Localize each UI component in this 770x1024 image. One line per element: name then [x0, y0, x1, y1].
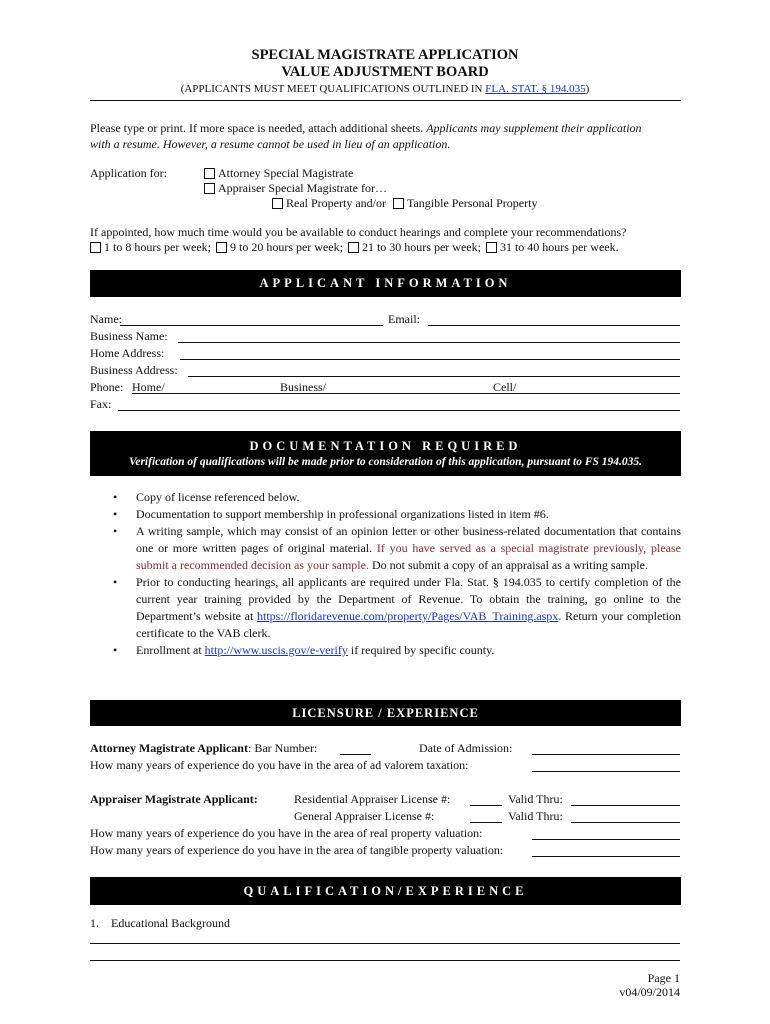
hours-1-8-checkbox[interactable]	[90, 242, 101, 253]
attorney-applicant-row: Attorney Magistrate Applicant: Bar Number:	[90, 741, 318, 755]
list-item: • Documentation to support membership in professional organizations listed in item #6.	[113, 506, 681, 523]
phone-home-label: Home/	[132, 380, 165, 394]
form-title: SPECIAL MAGISTRATE APPLICATION	[251, 47, 519, 63]
documentation-subheading: Verification of qualifications will be made prior to consideration of this application, pursuant to FS 194.035.	[128, 456, 643, 468]
phone-cell-label: Cell/	[493, 380, 517, 394]
list-item: • Prior to conducting hearings, all applicants are required under Fla. Stat. § 194.035 to certify completion of the current year training provided by the Department of Revenue. To obtain the training, go online to the Department’s website at https://floridarevenue.com/property/Pages/VAB_Training.aspx. Return your completion certificate to the VAB clerk.	[113, 574, 681, 642]
years-real-field[interactable]	[532, 839, 680, 840]
years-tangible-label: How many years of experience do you have in the area of tangible property valuation:	[90, 843, 504, 857]
appraiser-checkbox[interactable]	[204, 183, 215, 194]
home-address-field[interactable]	[180, 359, 680, 360]
applicant-info-header: APPLICANT INFORMATION	[90, 270, 681, 297]
residential-valid-label: Valid Thru:	[508, 792, 563, 806]
education-line-1[interactable]	[90, 943, 680, 944]
intro-line-1: Please type or print. If more space is needed, attach additional sheets. Applicants may supplement their application	[90, 121, 642, 135]
years-tangible-field[interactable]	[532, 856, 680, 857]
header-divider	[90, 100, 681, 101]
application-for-label: Application for:	[90, 166, 167, 180]
phone-field[interactable]	[132, 393, 680, 394]
business-name-label: Business Name:	[90, 329, 168, 343]
attorney-checkbox[interactable]	[204, 168, 215, 179]
form-subtitle: VALUE ADJUSTMENT BOARD	[281, 64, 489, 80]
intro-line-2: with a resume. However, a resume cannot be used in lieu of an application.	[90, 137, 451, 151]
qualification-header: QUALIFICATION/EXPERIENCE	[90, 877, 681, 905]
email-field[interactable]	[428, 325, 680, 326]
licensure-header: LICENSURE / EXPERIENCE	[90, 700, 681, 726]
appraiser-applicant-label: Appraiser Magistrate Applicant:	[90, 792, 258, 806]
residential-valid-field[interactable]	[571, 805, 680, 806]
hours-options: 1 to 8 hours per week; 9 to 20 hours per week; 21 to 30 hours per week; 31 to 40 hours per week.	[90, 240, 619, 255]
date-admission-label: Date of Admission:	[419, 741, 513, 755]
years-real-label: How many years of experience do you have in the area of real property valuation:	[90, 826, 483, 840]
form-version: v04/09/2014	[619, 985, 680, 999]
residential-license-label: Residential Appraiser License #:	[294, 792, 451, 806]
real-property-checkbox[interactable]	[272, 198, 283, 209]
education-line-2[interactable]	[90, 960, 680, 961]
hours-31-40-checkbox[interactable]	[486, 242, 497, 253]
fax-field[interactable]	[118, 410, 680, 411]
hours-9-20-checkbox[interactable]	[216, 242, 227, 253]
list-item: • Copy of license referenced below.	[113, 489, 681, 506]
hours-21-30-checkbox[interactable]	[348, 242, 359, 253]
business-name-field[interactable]	[178, 342, 680, 343]
name-label: Name:	[90, 312, 122, 326]
general-license-label: General Appraiser License #:	[294, 809, 435, 823]
page-number: Page 1	[647, 971, 680, 985]
home-address-label: Home Address:	[90, 346, 165, 360]
qualifications-note: (APPLICANTS MUST MEET QUALIFICATIONS OUTLINED IN FLA. STAT. § 194.035)	[180, 83, 590, 95]
general-license-field[interactable]	[470, 822, 502, 823]
fax-label: Fax:	[90, 397, 112, 411]
email-label: Email:	[388, 312, 420, 326]
documentation-header: DOCUMENTATION REQUIRED Verification of qualifications will be made prior to consideration of this application, pursuant to FS 194.035.	[90, 431, 681, 476]
tangible-property-checkbox[interactable]	[393, 198, 404, 209]
years-advalorem-label: How many years of experience do you have in the area of ad valorem taxation:	[90, 758, 469, 772]
property-type-options: Real Property and/or Tangible Personal Property	[272, 196, 537, 211]
list-item: • A writing sample, which may consist of an opinion letter or other business-related documentation that contains one or more written pages of original material. If you have served as a special magistrate previously, please submit a recommended decision as your sample. Do not submit a copy of an appraisal as a writing sample.	[113, 523, 681, 574]
education-item: 1. Educational Background	[90, 916, 230, 930]
vab-training-link[interactable]: https://floridarevenue.com/property/Pages/VAB_Training.aspx	[257, 609, 559, 623]
statute-link[interactable]: FLA. STAT. § 194.035	[485, 83, 586, 95]
name-field[interactable]	[120, 325, 383, 326]
years-advalorem-field[interactable]	[532, 771, 680, 772]
business-address-field[interactable]	[188, 376, 680, 377]
list-item: • Enrollment at http://www.uscis.gov/e-verify if required by specific county.	[113, 642, 681, 659]
documentation-list	[113, 489, 681, 659]
phone-label: Phone:	[90, 380, 124, 394]
attorney-option: Attorney Special Magistrate	[204, 166, 353, 181]
hours-question: If appointed, how much time would you be available to conduct hearings and complete your recommendations?	[90, 225, 627, 239]
date-admission-field[interactable]	[532, 754, 680, 755]
general-valid-label: Valid Thru:	[508, 809, 563, 823]
general-valid-field[interactable]	[571, 822, 680, 823]
residential-license-field[interactable]	[470, 805, 502, 806]
bar-number-field[interactable]	[340, 754, 371, 755]
appraiser-option: Appraiser Special Magistrate for…	[204, 181, 387, 196]
business-address-label: Business Address:	[90, 363, 178, 377]
e-verify-link[interactable]: http://www.uscis.gov/e-verify	[204, 643, 348, 657]
phone-business-label: Business/	[280, 380, 327, 394]
